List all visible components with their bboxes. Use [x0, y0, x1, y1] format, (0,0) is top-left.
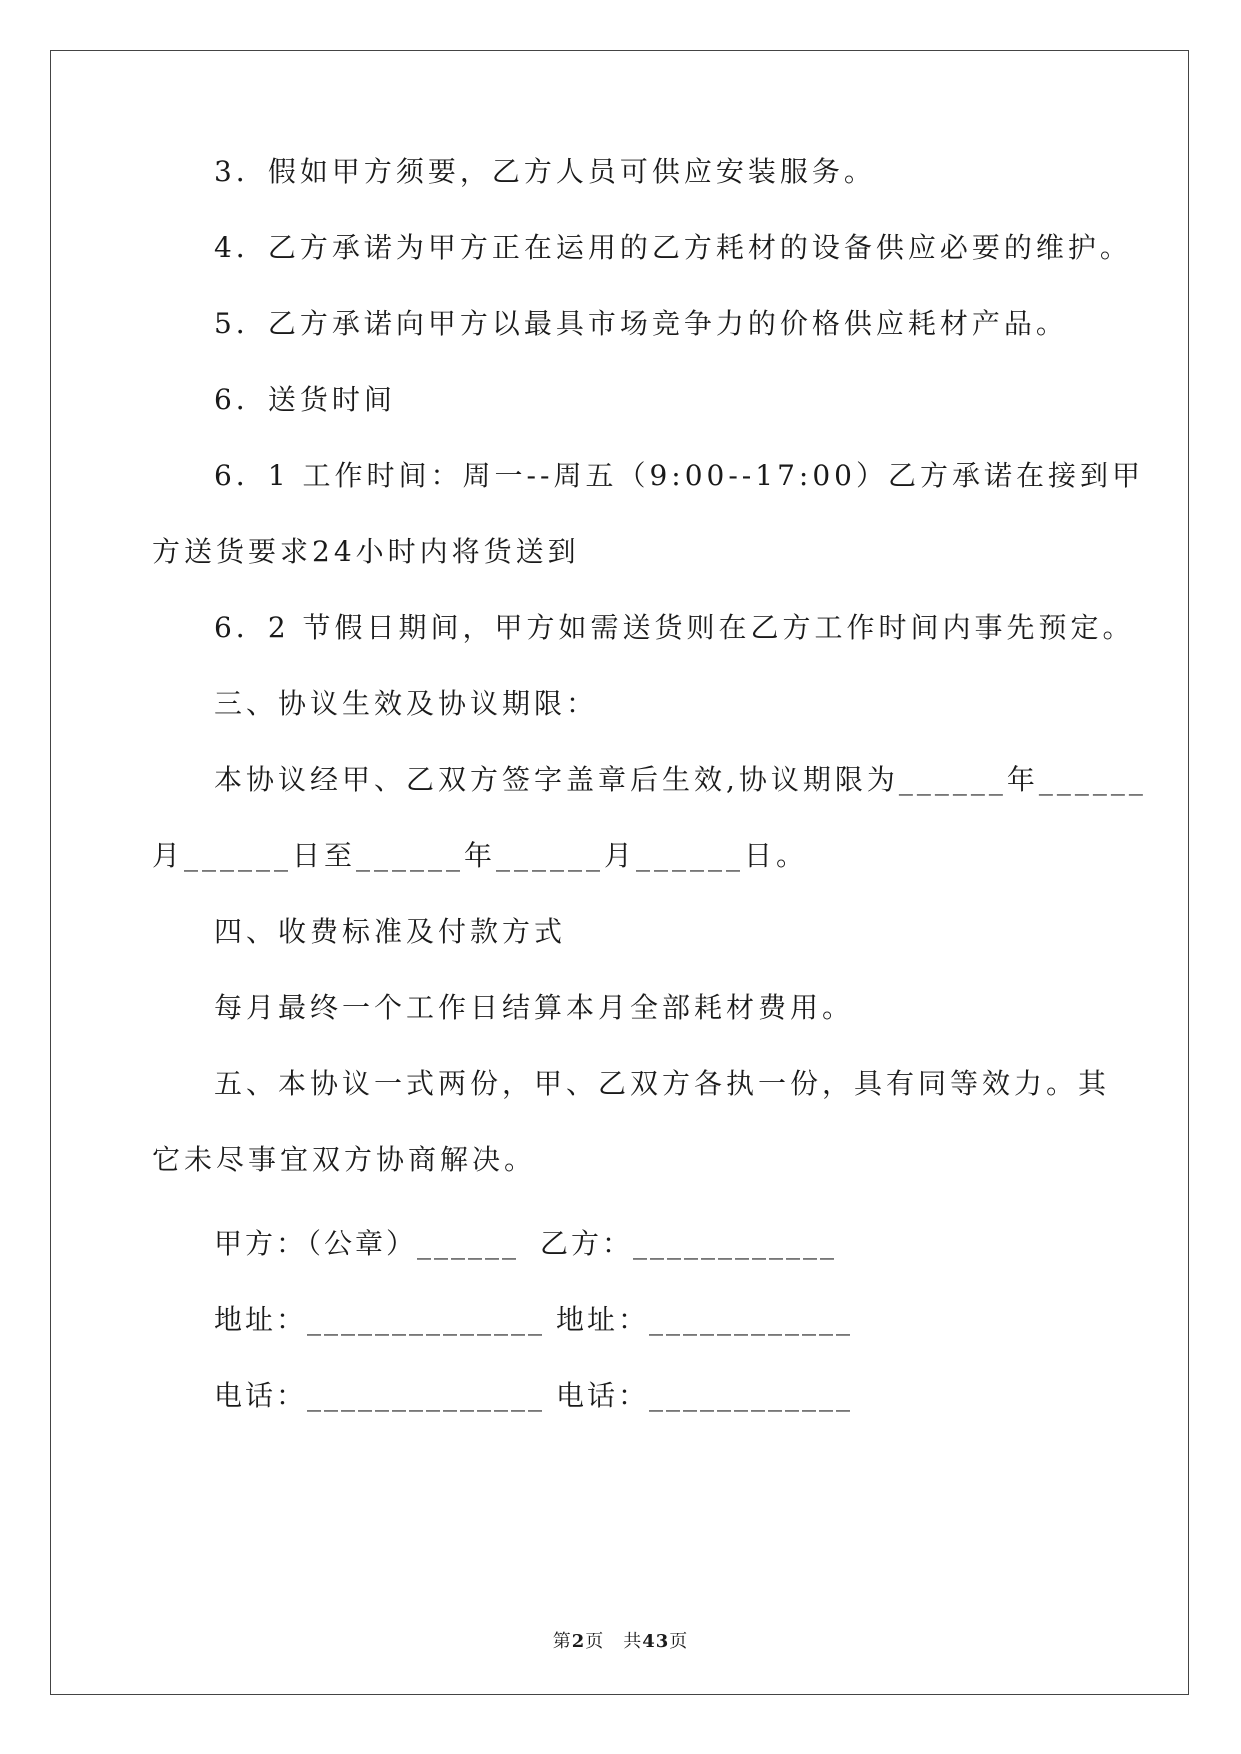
- clause-3: 3．假如甲方须要，乙方人员可供应安装服务。: [214, 155, 876, 188]
- section-3-text-cont: 月______日至______年______月______日。: [152, 839, 809, 872]
- page-footer: [0, 1627, 1241, 1653]
- party-a-phone: 电话：______________: [214, 1379, 546, 1412]
- section-3-heading: 三、协议生效及协议期限：: [214, 687, 599, 720]
- footer-mid: 页 共: [585, 1631, 643, 1652]
- clause-4: 4．乙方承诺为甲方正在运用的乙方耗材的设备供应必要的维护。: [214, 231, 1132, 264]
- clause-6-2: 6．2 节假日期间，甲方如需送货则在乙方工作时间内事先预定。: [214, 611, 1135, 644]
- clause-5: 5．乙方承诺向甲方以最具市场竞争力的价格供应耗材产品。: [214, 307, 1068, 340]
- footer-total-pages: 43: [642, 1631, 670, 1652]
- page-border: [50, 50, 1189, 1695]
- party-a-seal: 甲方：（公章）______: [214, 1227, 520, 1260]
- clause-6-heading: 6．送货时间: [214, 383, 396, 416]
- section-4-text: 每月最终一个工作日结算本月全部耗材费用。: [214, 991, 855, 1024]
- footer-suffix: 页: [669, 1631, 689, 1652]
- section-5-text-cont: 它未尽事宜双方协商解决。: [152, 1143, 537, 1176]
- footer-page-number: 2: [571, 1631, 586, 1652]
- party-b: 乙方：____________: [540, 1227, 838, 1260]
- party-b-phone: 电话：____________: [556, 1379, 854, 1412]
- clause-6-1-cont: 方送货要求24小时内将货送到: [152, 535, 580, 568]
- party-a-address: 地址：______________: [214, 1303, 546, 1336]
- footer-prefix: 第: [552, 1631, 572, 1652]
- section-4-heading: 四、收费标准及付款方式: [214, 915, 567, 948]
- clause-6-1: 6．1 工作时间：周一--周五（9:00--17:00）乙方承诺在接到甲: [214, 459, 1144, 492]
- section-5-text: 五、本协议一式两份，甲、乙双方各执一份，具有同等效力。其: [214, 1067, 1111, 1100]
- section-3-text: 本协议经甲、乙双方签字盖章后生效,协议期限为______年______: [214, 763, 1147, 796]
- party-b-address: 地址：____________: [556, 1303, 854, 1336]
